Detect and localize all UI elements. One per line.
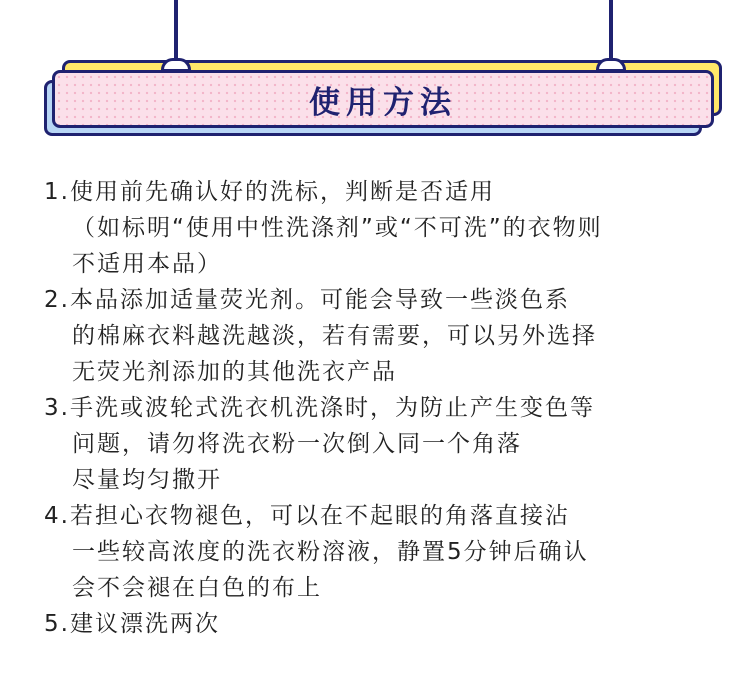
hanger-clip-left (161, 58, 191, 72)
instruction-line: 尽量均匀撒开 (72, 467, 222, 493)
instruction-line: 会不会褪在白色的布上 (72, 575, 322, 601)
hanging-string-right (609, 0, 613, 60)
page-title: 使用方法 (309, 84, 457, 121)
instruction-line: 5.建议漂洗两次 (44, 611, 220, 637)
instruction-item-1 (44, 174, 744, 282)
instruction-line: （如标明“使用中性洗涤剂”或“不可洗”的衣物则 (72, 215, 603, 241)
instruction-item-5 (44, 606, 744, 642)
instruction-line: 一些较高浓度的洗衣粉溶液，静置5分钟后确认 (72, 539, 589, 565)
instruction-item-3 (44, 390, 744, 498)
instruction-line: 问题，请勿将洗衣粉一次倒入同一个角落 (72, 431, 522, 457)
instructions-list (44, 174, 744, 642)
hanger-clip-right (596, 58, 626, 72)
instruction-line: 1.使用前先确认好的洗标，判断是否适用 (44, 179, 495, 205)
instruction-item-4 (44, 498, 744, 606)
instruction-line: 无荧光剂添加的其他洗衣产品 (72, 359, 397, 385)
instruction-line: 4.若担心衣物褪色，可以在不起眼的角落直接沾 (44, 503, 570, 529)
title-banner (52, 70, 714, 128)
instruction-line: 的棉麻衣料越洗越淡，若有需要，可以另外选择 (72, 323, 597, 349)
hanging-string-left (174, 0, 178, 60)
instruction-line: 2.本品添加适量荧光剂。可能会导致一些淡色系 (44, 287, 570, 313)
instruction-line: 不适用本品） (72, 251, 222, 277)
instruction-item-2 (44, 282, 744, 390)
instruction-line: 3.手洗或波轮式洗衣机洗涤时，为防止产生变色等 (44, 395, 595, 421)
